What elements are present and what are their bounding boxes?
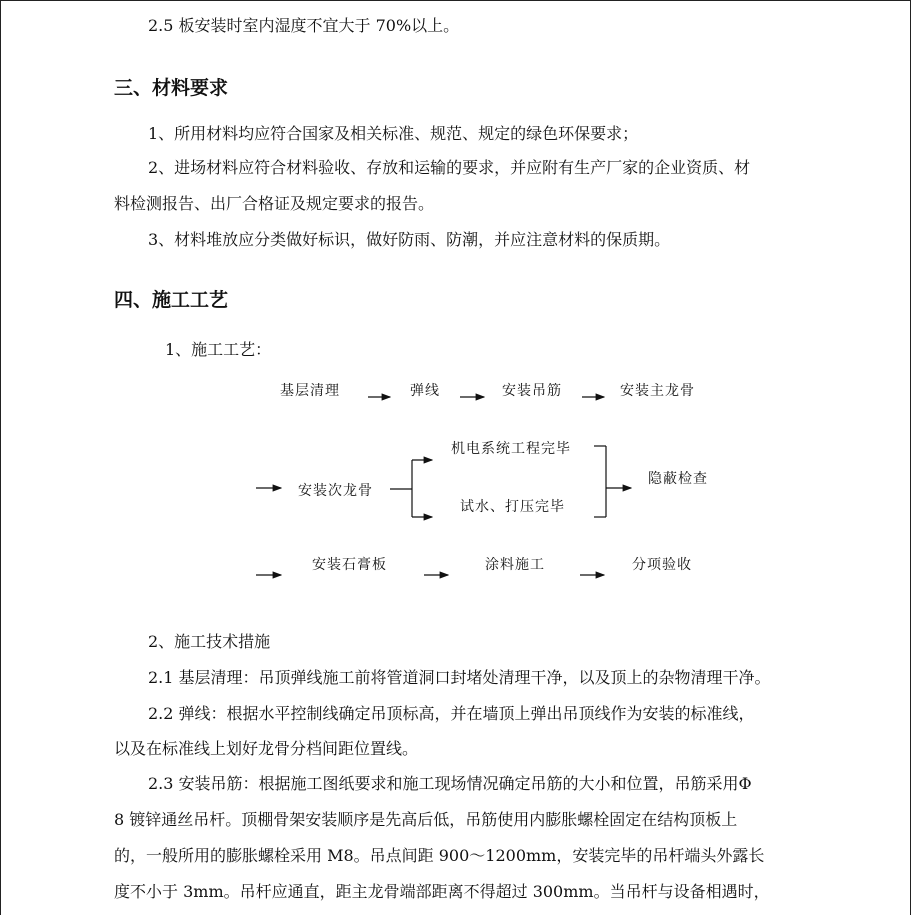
flow-node-concealed-inspection: 隐蔽检查 <box>648 471 708 487</box>
section-heading-materials: 三、材料要求 <box>114 77 229 99</box>
flow-node-painting: 涂料施工 <box>485 557 545 573</box>
materials-item-3: 3、材料堆放应分类做好标识，做好防雨、防潮，并应注意材料的保质期。 <box>148 230 671 249</box>
tech-2-3-cont-1: 8 镀锌通丝吊杆。顶棚骨架安装顺序是先高后低，吊筋使用内膨胀螺栓固定在结构顶板上 <box>114 810 738 829</box>
flow-node-install-gypsum-board: 安装石膏板 <box>312 557 387 573</box>
flow-node-install-secondary-keel: 安装次龙骨 <box>298 483 373 499</box>
flow-node-mep-complete: 机电系统工程完毕 <box>451 441 571 457</box>
tech-2-3-cont-3: 度不小于 3mm。吊杆应通直，距主龙骨端部距离不得超过 300mm。当吊杆与设备相遇时， <box>114 882 770 901</box>
materials-item-2: 2、进场材料应符合材料验收、存放和运输的要求，并应附有生产厂家的企业资质、材 <box>148 158 751 177</box>
section-heading-process: 四、施工工艺 <box>114 289 229 311</box>
tech-2-1: 2.1 基层清理：吊顶弹线施工前将管道洞口封堵处清理干净，以及顶上的杂物清理干净。 <box>148 668 771 687</box>
subheading-tech-measures: 2、施工技术措施 <box>148 632 271 651</box>
flow-node-pressure-test-complete: 试水、打压完毕 <box>460 499 565 515</box>
flow-node-base-cleaning: 基层清理 <box>280 383 340 399</box>
paragraph-2-5: 2.5 板安装时室内湿度不宜大于 70%以上。 <box>148 16 460 35</box>
flow-node-subitem-acceptance: 分项验收 <box>632 557 692 573</box>
materials-item-2-cont: 料检测报告、出厂合格证及规定要求的报告。 <box>114 194 435 213</box>
subheading-process: 1、施工工艺： <box>165 340 272 359</box>
tech-2-2-cont: 以及在标准线上划好龙骨分档间距位置线。 <box>114 739 419 758</box>
tech-2-2: 2.2 弹线：根据水平控制线确定吊顶标高，并在墙顶上弹出吊顶线作为安装的标准线， <box>148 704 755 723</box>
flow-node-install-main-keel: 安装主龙骨 <box>620 383 695 399</box>
flow-node-line-marking: 弹线 <box>410 383 440 399</box>
materials-item-1: 1、所用材料均应符合国家及相关标准、规范、规定的绿色环保要求； <box>148 124 639 143</box>
tech-2-3: 2.3 安装吊筋：根据施工图纸要求和施工现场情况确定吊筋的大小和位置，吊筋采用Φ <box>148 774 752 793</box>
tech-2-3-cont-2: 的，一般所用的膨胀螺栓采用 M8。吊点间距 900～1200mm，安装完毕的吊杆端头外露长 <box>114 846 765 865</box>
flow-node-install-hangers: 安装吊筋 <box>502 383 562 399</box>
